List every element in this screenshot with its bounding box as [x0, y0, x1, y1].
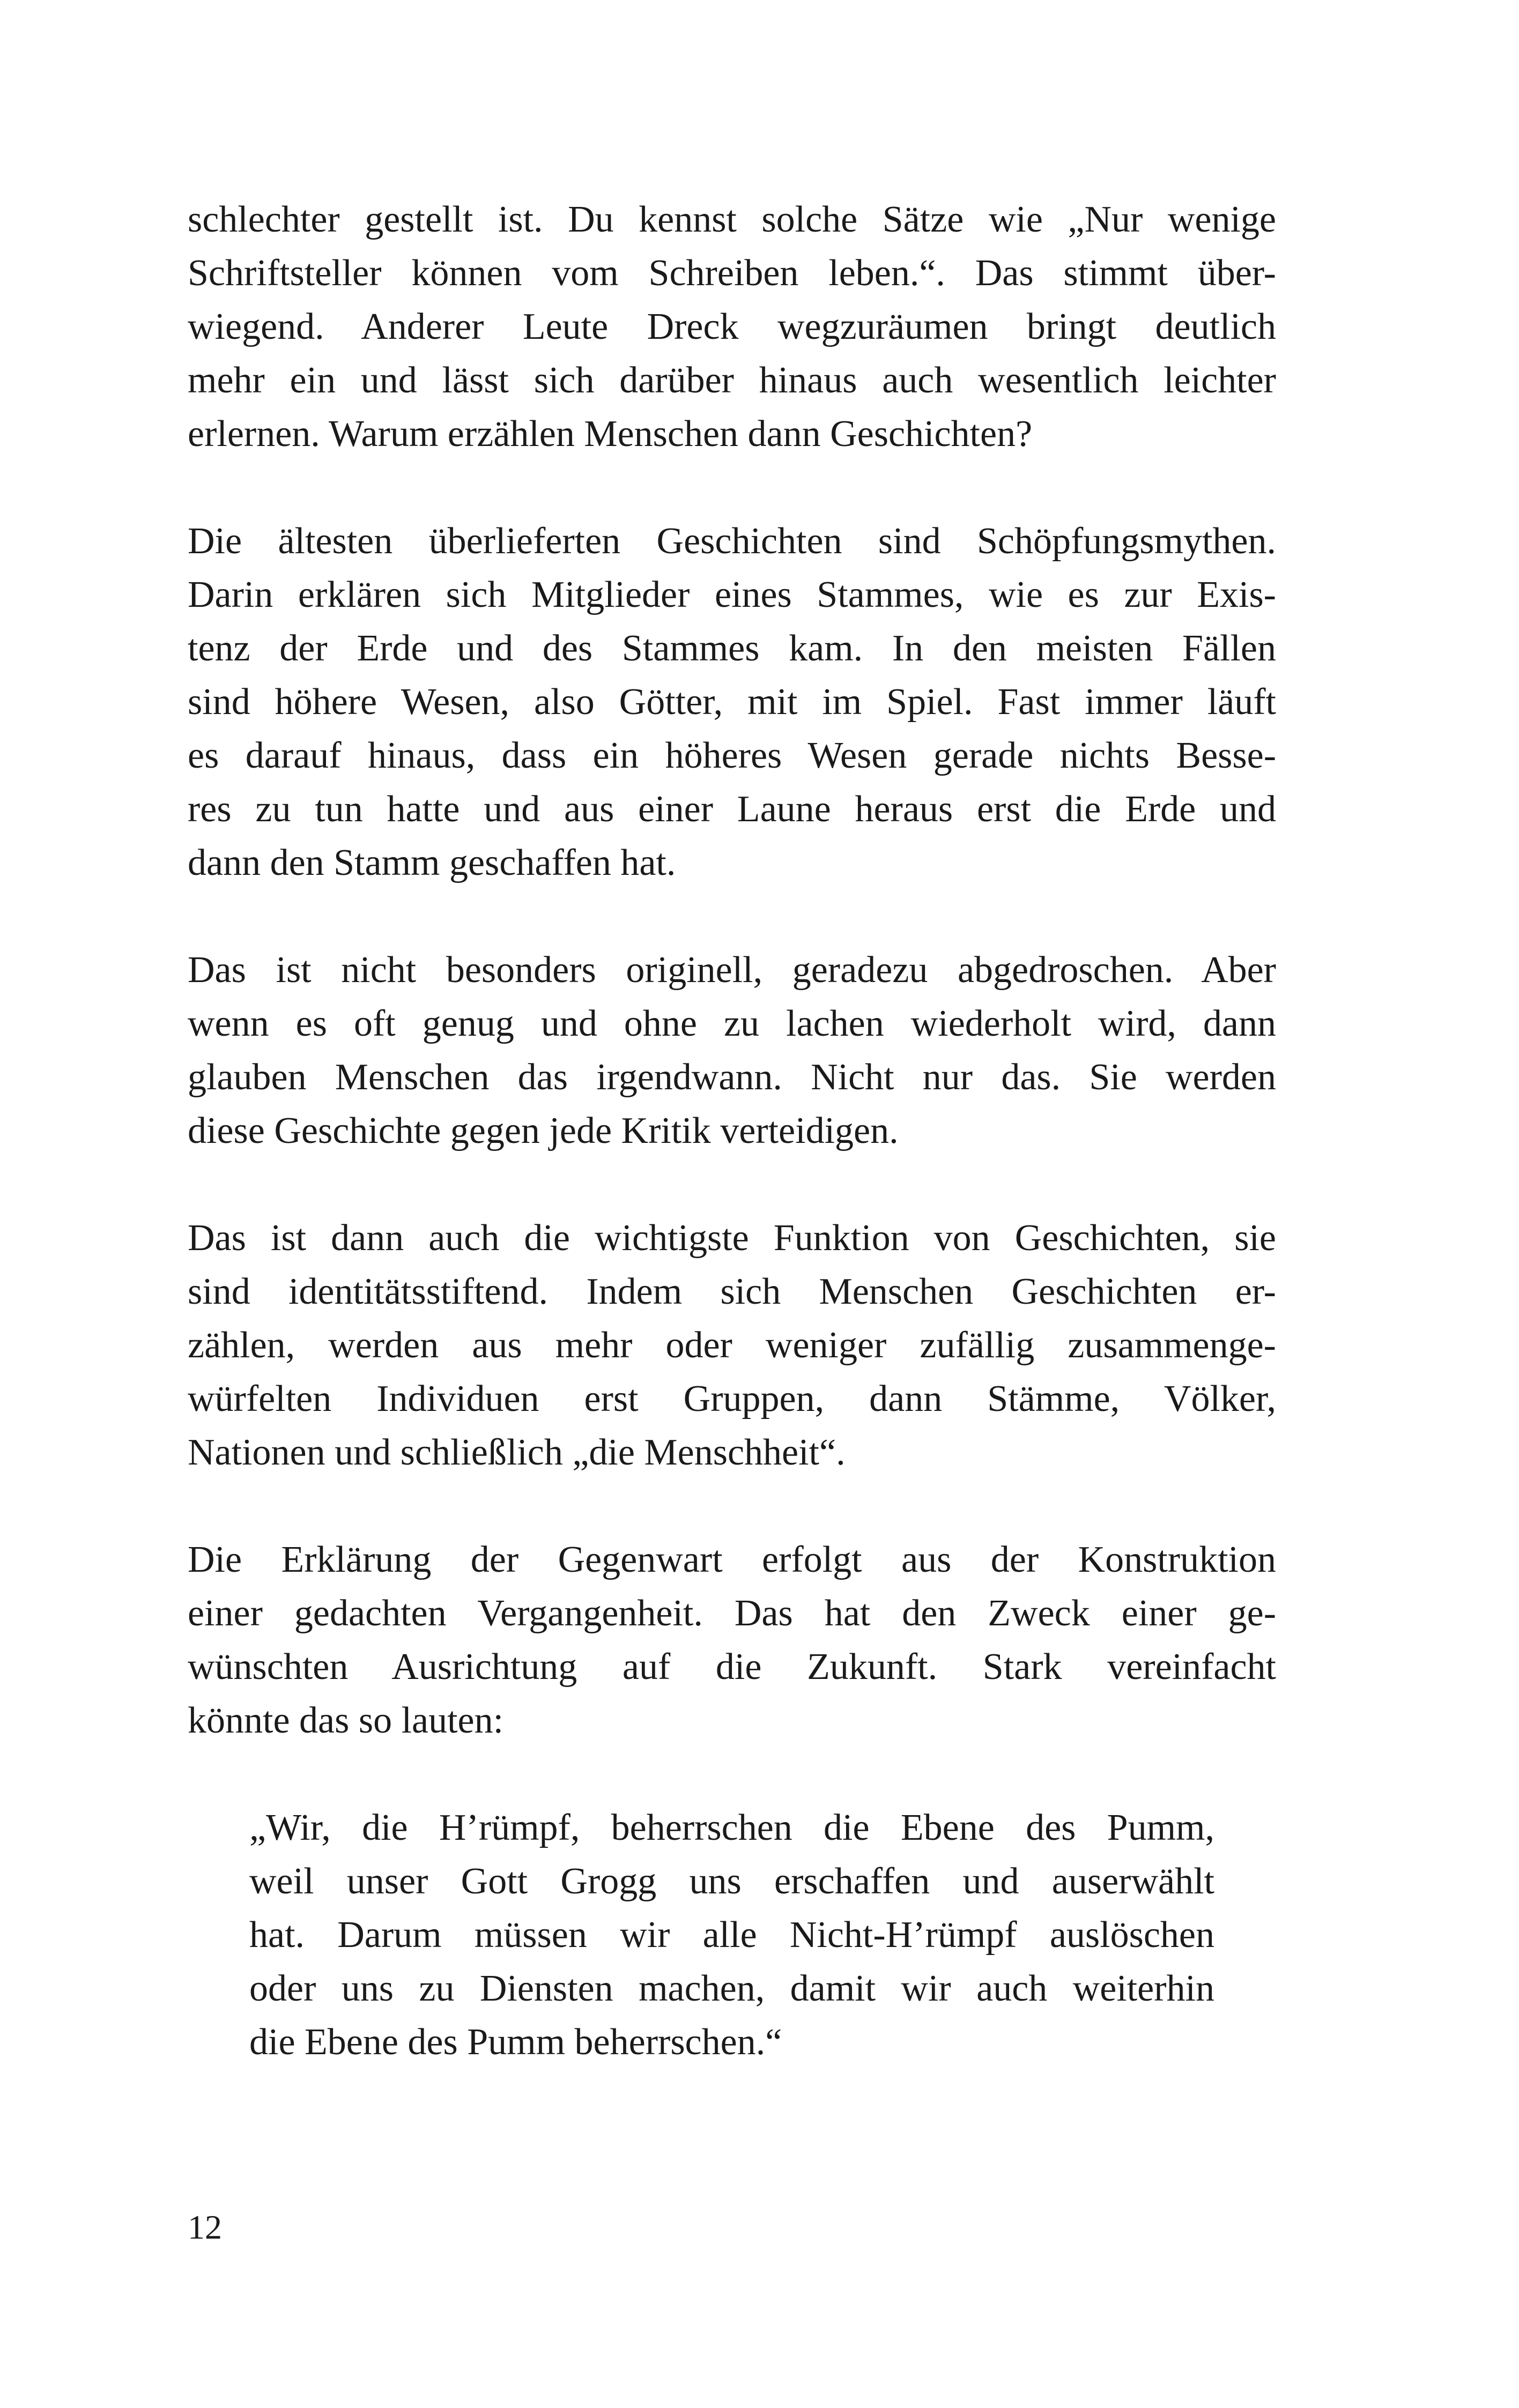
paragraph-2	[188, 515, 1276, 890]
text-line: Das ist nicht besonders originell, geradezu abgedroschen. Aber	[188, 949, 1276, 991]
text-line: Schriftsteller können vom Schreiben leben.“. Das stimmt über-	[188, 252, 1276, 294]
body-text	[188, 193, 1276, 2123]
text-line: einer gedachten Vergangenheit. Das hat den Zweck einer ge-	[188, 1593, 1276, 1634]
text-line: Die Erklärung der Gegenwart erfolgt aus der Konstruktion	[188, 1539, 1276, 1580]
text-line: diese Geschichte gegen jede Kritik verteidigen.	[188, 1110, 899, 1151]
text-line: würfelten Individuen erst Gruppen, dann Stämme, Völker,	[188, 1378, 1276, 1419]
quote-line: „Wir, die H’rümpf, beherrschen die Ebene des Pumm,	[249, 1807, 1214, 1848]
text-line: könnte das so lauten:	[188, 1700, 504, 1741]
text-line: res zu tun hatte und aus einer Laune heraus erst die Erde und	[188, 789, 1276, 830]
text-line: glauben Menschen das irgendwann. Nicht nur das. Sie werden	[188, 1057, 1276, 1098]
text-line: sind identitätsstiftend. Indem sich Menschen Geschichten er-	[188, 1271, 1276, 1312]
text-line: wenn es oft genug und ohne zu lachen wiederholt wird, dann	[188, 1003, 1276, 1044]
block-quote	[249, 1801, 1214, 2069]
text-line: es darauf hinaus, dass ein höheres Wesen gerade nichts Besse-	[188, 735, 1276, 776]
text-line: tenz der Erde und des Stammes kam. In den meisten Fällen	[188, 628, 1276, 669]
quote-line: hat. Darum müssen wir alle Nicht-H’rümpf auslöschen	[249, 1914, 1214, 1956]
text-line: dann den Stamm geschaffen hat.	[188, 842, 676, 883]
text-line: Das ist dann auch die wichtigste Funktion von Geschichten, sie	[188, 1217, 1276, 1259]
quote-line: oder uns zu Diensten machen, damit wir auch weiterhin	[249, 1968, 1214, 2009]
text-line: Nationen und schließlich „die Menschheit“.	[188, 1432, 846, 1473]
paragraph-5	[188, 1533, 1276, 1748]
text-line: Die ältesten überlieferten Geschichten sind Schöpfungsmythen.	[188, 521, 1276, 562]
quote-line: die Ebene des Pumm beherrschen.“	[249, 2021, 782, 2063]
quote-line: weil unser Gott Grogg uns erschaffen und auserwählt	[249, 1861, 1214, 1902]
text-line: Darin erklären sich Mitglieder eines Stammes, wie es zur Exis-	[188, 574, 1276, 615]
text-line: wünschten Ausrichtung auf die Zukunft. Stark vereinfacht	[188, 1646, 1276, 1688]
text-line: schlechter gestellt ist. Du kennst solche Sätze wie „Nur wenige	[188, 199, 1276, 240]
text-line: wiegend. Anderer Leute Dreck wegzuräumen bringt deutlich	[188, 306, 1276, 347]
paragraph-3	[188, 943, 1276, 1158]
text-line: mehr ein und lässt sich darüber hinaus auch wesentlich leichter	[188, 360, 1276, 401]
paragraph-4	[188, 1212, 1276, 1480]
text-line: zählen, werden aus mehr oder weniger zufällig zusammenge-	[188, 1325, 1276, 1366]
page-number: 12	[188, 2208, 222, 2246]
paragraph-1	[188, 193, 1276, 461]
text-line: sind höhere Wesen, also Götter, mit im Spiel. Fast immer läuft	[188, 681, 1276, 723]
text-line: erlernen. Warum erzählen Menschen dann Geschichten?	[188, 413, 1033, 455]
